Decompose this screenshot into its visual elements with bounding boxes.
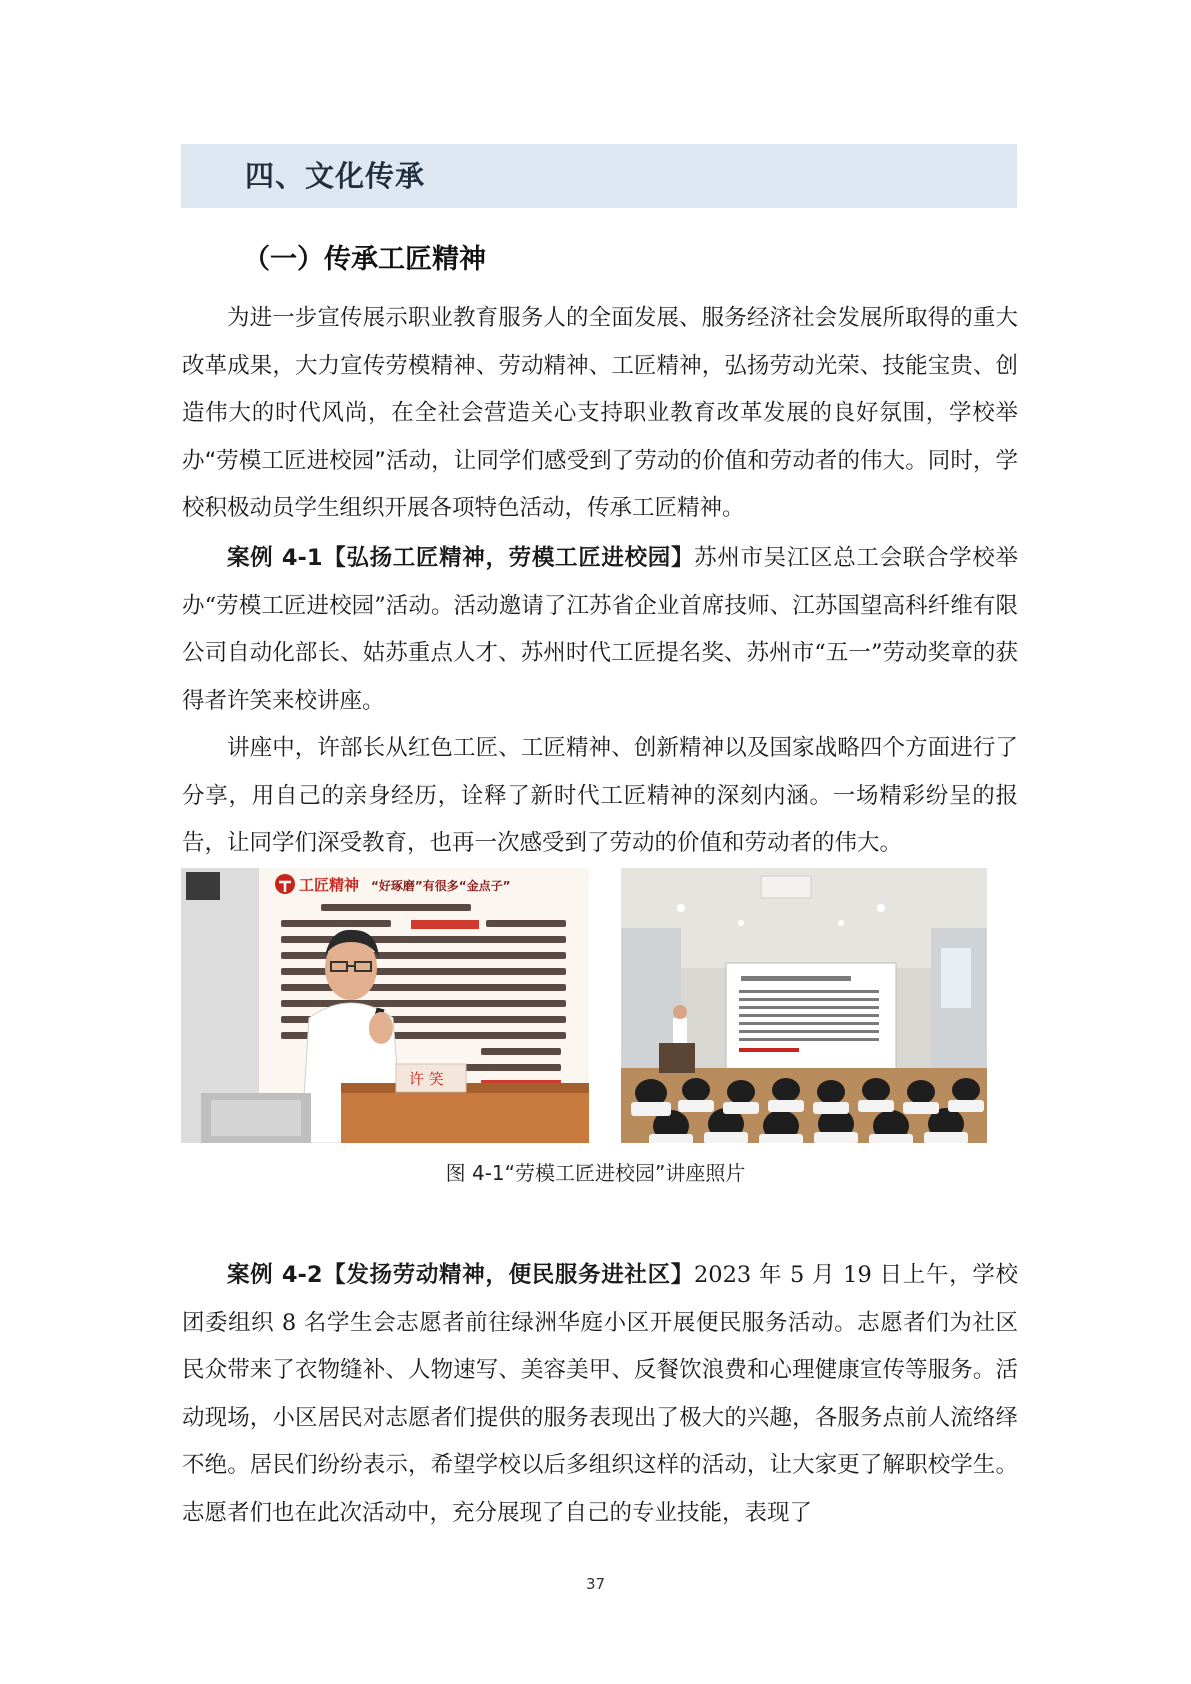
case-4-1-body: 苏州市吴江区总工会联合学校举办“劳模工匠进校园”活动。活动邀请了江苏省企业首席技师、江苏国望高科纤维有限公司自动化部长、姑苏重点人才、苏州时代工匠提名奖、苏州市“五一”劳动奖章的获得者许笑来校讲座。 [182,545,1018,714]
lecture-photo-speaker [181,868,589,1143]
slide-heading: “好琢磨”有很多“金点子” [371,879,511,893]
figure-caption: 图 4-1“劳模工匠进校园”讲座照片 [445,1161,746,1185]
section-title: 四、文化传承 [245,159,426,193]
case-4-1-lead: 案例 4-1【弘扬工匠精神，劳模工匠进校园】 [227,545,695,571]
page-number: 37 [585,1575,606,1593]
subsection-title: （一）传承工匠精神 [243,244,486,275]
intro-paragraph: 为进一步宣传展示职业教育服务人的全面发展、服务经济社会发展所取得的重大改革成果，大力宣传劳模精神、劳动精神、工匠精神，弘扬劳动光荣、技能宝贵、创造伟大的时代风尚，在全社会营造关心支持职业教育改革发展的良好氛围，学校举办“劳模工匠进校园”活动，让同学们感受到了劳动的价值和劳动者的伟大。同时，学校积极动员学生组织开展各项特色活动，传承工匠精神。 [182,305,1018,521]
name-card: 许 笑 [409,1070,444,1088]
slide-brand: 工匠精神 [299,876,360,894]
slide-logo-icon [275,874,295,894]
case-4-2-lead: 案例 4-2【发扬劳动精神，便民服务进社区】 [227,1262,694,1288]
lecture-photo-audience [621,868,987,1143]
case-4-1-detail-paragraph: 讲座中，许部长从红色工匠、工匠精神、创新精神以及国家战略四个方面进行了分享，用自己的亲身经历，诠释了新时代工匠精神的深刻内涵。一场精彩纷呈的报告，让同学们深受教育，也再一次感受到了劳动的价值和劳动者的伟大。 [182,735,1018,856]
case-4-2-body: 2023 年 5 月 19 日上午，学校团委组织 8 名学生会志愿者前往绿洲华庭小区开展便民服务活动。志愿者们为社区民众带来了衣物缝补、人物速写、美容美甲、反餐饮浪费和心理健康宣传等服务。活动现场，小区居民对志愿者们提供的服务表现出了极大的兴趣，各服务点前人流络绎不绝。居民们纷纷表示，希望学校以后多组织这样的活动，让大家更了解职校学生。志愿者们也在此次活动中，充分展现了自己的专业技能，表现了 [182,1262,1019,1526]
case-4-1-paragraph [182,535,1018,725]
case-4-2-paragraph [182,1252,1018,1537]
